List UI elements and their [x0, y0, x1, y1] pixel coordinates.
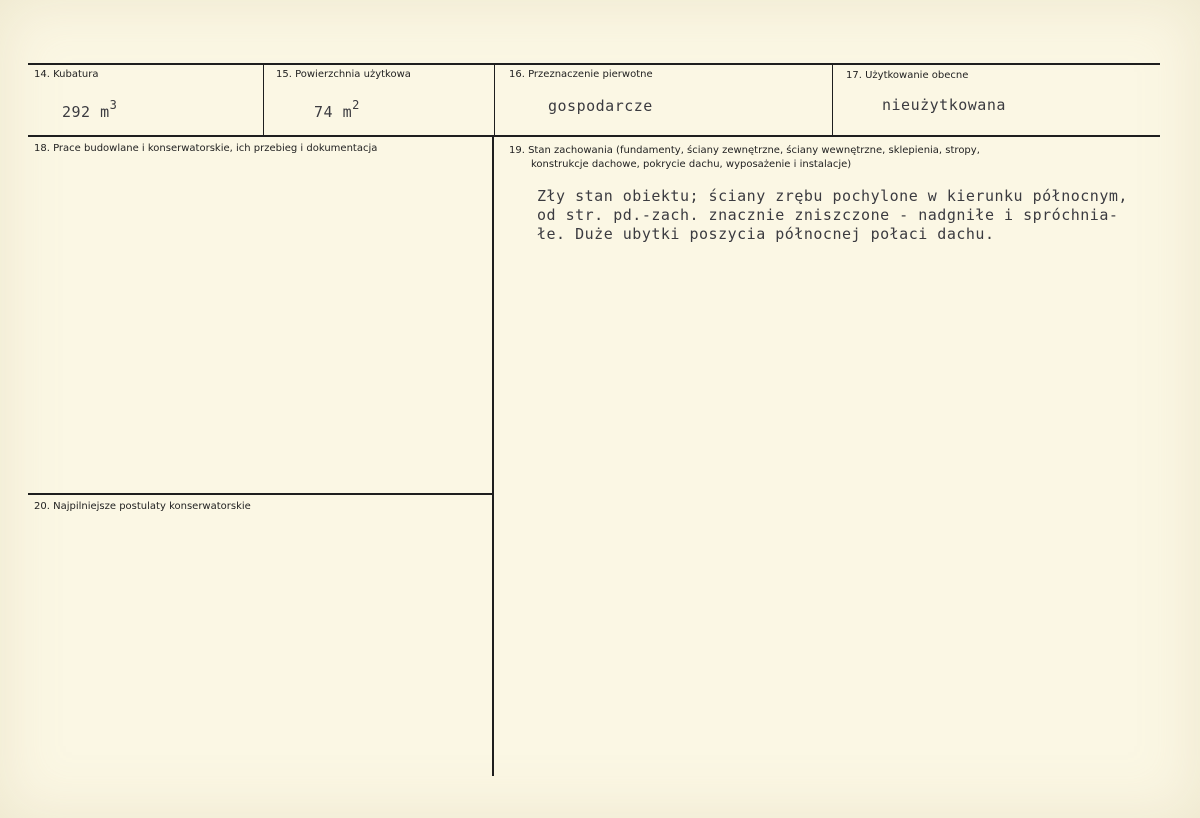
field-19-label-line1: 19. Stan zachowania (fundamenty, ściany zewnętrzne, ściany wewnętrzne, sklepienia, stropy, — [509, 145, 980, 156]
field-14-number: 292 m — [62, 103, 110, 121]
field-19-label-line2: konstrukcje dachowe, pokrycie dachu, wyposażenie i instalacje) — [531, 159, 852, 170]
field-19-text — [537, 187, 1128, 244]
field-20-label: 20. Najpilniejsze postulaty konserwatorskie — [34, 501, 251, 512]
field-17-value: nieużytkowana — [882, 96, 1006, 114]
field-15-value — [314, 98, 360, 121]
field-19-text-line2: od str. pd.-zach. znacznie zniszczone - nadgniłe i spróchnia- — [537, 206, 1119, 224]
field-14-label: 14. Kubatura — [34, 69, 99, 80]
field-15-label: 15. Powierzchnia użytkowa — [276, 69, 411, 80]
field-15-number: 74 m — [314, 103, 353, 121]
field-16-value: gospodarcze — [548, 97, 653, 115]
field-19-text-line3: łe. Duże ubytki poszycia północnej połaci dachu. — [537, 225, 995, 243]
field-16-label: 16. Przeznaczenie pierwotne — [509, 69, 653, 80]
field-17-label: 17. Użytkowanie obecne — [846, 70, 969, 81]
divider-15-16 — [494, 63, 495, 136]
field-19-text-line1: Zły stan obiektu; ściany zrębu pochylone w kierunku północnym, — [537, 187, 1128, 205]
top-rule — [28, 63, 1160, 65]
header-bottom-rule — [28, 135, 1160, 137]
field-18-label: 18. Prace budowlane i konserwatorskie, ich przebieg i dokumentacja — [34, 143, 378, 154]
divider-16-17 — [832, 63, 833, 136]
main-column-divider — [492, 136, 494, 776]
field-14-value — [62, 98, 117, 121]
field-14-exponent: 3 — [109, 98, 118, 112]
divider-14-15 — [263, 63, 264, 136]
field-15-exponent: 2 — [352, 98, 360, 112]
section-18-20-rule — [28, 493, 492, 495]
